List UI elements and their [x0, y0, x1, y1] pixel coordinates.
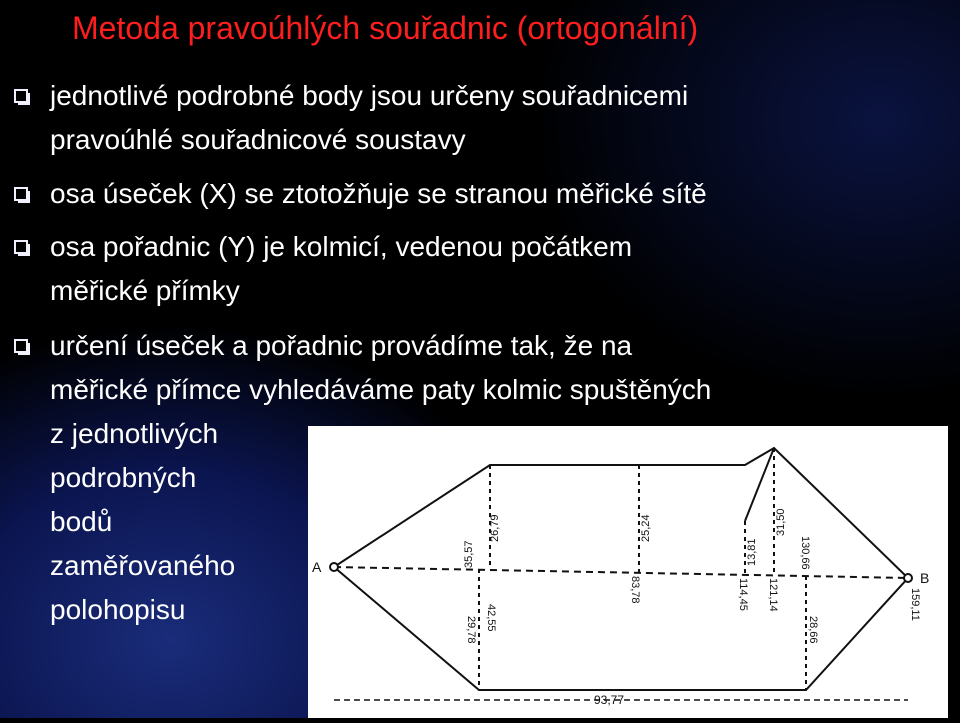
- ordinate-label: 31,50: [775, 508, 787, 536]
- bullet-text-line: bodů: [50, 506, 113, 537]
- abscissa-label: 159,11: [909, 588, 921, 621]
- abscissa-label: 35,57: [463, 540, 475, 568]
- ordinate-label: 29,78: [465, 616, 477, 644]
- ordinate-label: 25,24: [640, 514, 652, 542]
- bullet-text-line: osa pořadnic (Y) je kolmicí, vedenou počátkem: [50, 231, 633, 262]
- abscissa-label: 114,45: [737, 578, 749, 611]
- bullet-icon: [14, 187, 28, 201]
- abscissa-label: 42,55: [485, 604, 497, 632]
- abscissa-label: 83,78: [629, 576, 641, 604]
- abscissa-label: 130,66: [799, 536, 811, 570]
- ordinate-label: 26,79: [489, 514, 501, 542]
- abscissa-label: 121,14: [767, 578, 779, 612]
- total-length-label: 93,77: [594, 693, 625, 707]
- ordinate-label: 13,81: [746, 538, 758, 566]
- bullet-text-line: určení úseček a pořadnic provádíme tak, že na: [50, 330, 633, 361]
- bullet-text-line: osa úseček (X) se ztotožňuje se stranou měřické sítě: [50, 178, 707, 209]
- bullet-text-line: polohopisu: [50, 594, 186, 625]
- bullet-icon: [14, 89, 28, 103]
- bullet-text-line: podrobných: [50, 462, 197, 493]
- bullet-text-line: z jednotlivých: [50, 418, 219, 449]
- bullet-text-line: zaměřovaného: [50, 550, 236, 581]
- point-b-marker: [904, 574, 912, 582]
- bullet-text-line: měřické přímce vyhledáváme paty kolmic spuštěných: [50, 374, 712, 405]
- point-b-label: B: [920, 570, 930, 586]
- bullet-icon: [14, 240, 28, 254]
- orthogonal-method-figure: [308, 426, 948, 718]
- bullet-icon: [14, 339, 28, 353]
- ordinate-label: 28,66: [807, 616, 819, 644]
- slide-title: Metoda pravoúhlých souřadnic (ortogonální): [72, 10, 699, 46]
- bullet-text-line: pravoúhlé souřadnicové soustavy: [50, 124, 466, 155]
- point-a-marker: [330, 563, 338, 571]
- measurement-line: [334, 567, 908, 578]
- polygon-notch: [745, 448, 774, 521]
- point-a-label: A: [312, 559, 322, 575]
- bullet-text-line: jednotlivé podrobné body jsou určeny souřadnicemi: [50, 80, 689, 111]
- bullet-text-line: měřické přímky: [50, 275, 240, 306]
- survey-sketch: [308, 426, 948, 718]
